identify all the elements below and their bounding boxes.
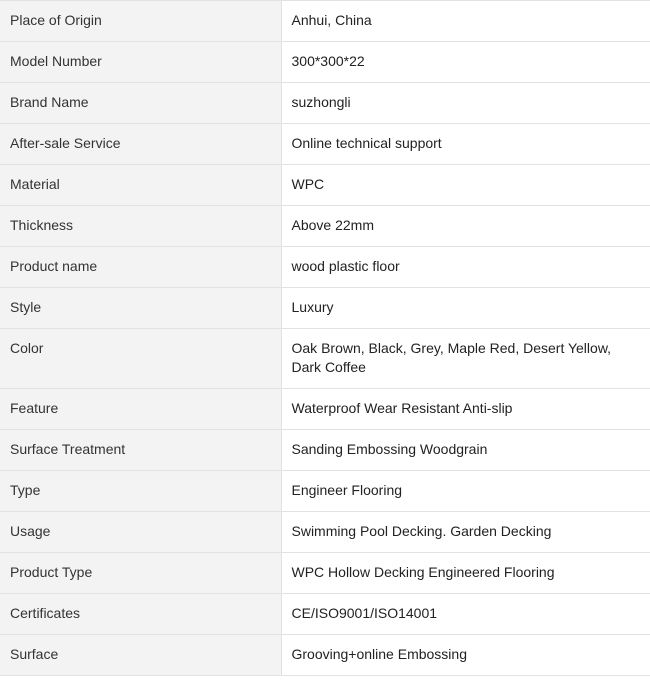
spec-label: Usage [0, 512, 281, 553]
table-row [0, 288, 650, 329]
spec-label: Model Number [0, 42, 281, 83]
spec-label: Place of Origin [0, 1, 281, 42]
table-row [0, 430, 650, 471]
spec-value: wood plastic floor [281, 247, 650, 288]
table-row [0, 42, 650, 83]
spec-value: WPC Hollow Decking Engineered Flooring [281, 553, 650, 594]
table-row [0, 389, 650, 430]
spec-value: Sanding Embossing Woodgrain [281, 430, 650, 471]
spec-value: Swimming Pool Decking. Garden Decking [281, 512, 650, 553]
table-row [0, 247, 650, 288]
spec-label: Surface Treatment [0, 430, 281, 471]
table-row [0, 165, 650, 206]
spec-value: Engineer Flooring [281, 471, 650, 512]
spec-value: Anhui, China [281, 1, 650, 42]
spec-label: Type [0, 471, 281, 512]
spec-value: 300*300*22 [281, 42, 650, 83]
spec-label: Brand Name [0, 83, 281, 124]
table-row [0, 635, 650, 676]
spec-value: Waterproof Wear Resistant Anti-slip [281, 389, 650, 430]
table-row [0, 594, 650, 635]
spec-label: Feature [0, 389, 281, 430]
spec-value: Oak Brown, Black, Grey, Maple Red, Desert Yellow, Dark Coffee [281, 329, 650, 389]
spec-value: Online technical support [281, 124, 650, 165]
spec-label: Thickness [0, 206, 281, 247]
spec-label: Surface [0, 635, 281, 676]
spec-value: suzhongli [281, 83, 650, 124]
spec-label: Product name [0, 247, 281, 288]
spec-label: Product Type [0, 553, 281, 594]
table-row [0, 83, 650, 124]
spec-label: Material [0, 165, 281, 206]
spec-value: Grooving+online Embossing [281, 635, 650, 676]
spec-value: Luxury [281, 288, 650, 329]
spec-value: Above 22mm [281, 206, 650, 247]
table-row [0, 329, 650, 389]
table-row [0, 512, 650, 553]
spec-label: Color [0, 329, 281, 389]
specs-table-body [0, 1, 650, 676]
spec-label: Style [0, 288, 281, 329]
table-row [0, 1, 650, 42]
table-row [0, 124, 650, 165]
spec-value: CE/ISO9001/ISO14001 [281, 594, 650, 635]
table-row [0, 553, 650, 594]
spec-label: After-sale Service [0, 124, 281, 165]
table-row [0, 471, 650, 512]
spec-label: Certificates [0, 594, 281, 635]
spec-value: WPC [281, 165, 650, 206]
table-row [0, 206, 650, 247]
